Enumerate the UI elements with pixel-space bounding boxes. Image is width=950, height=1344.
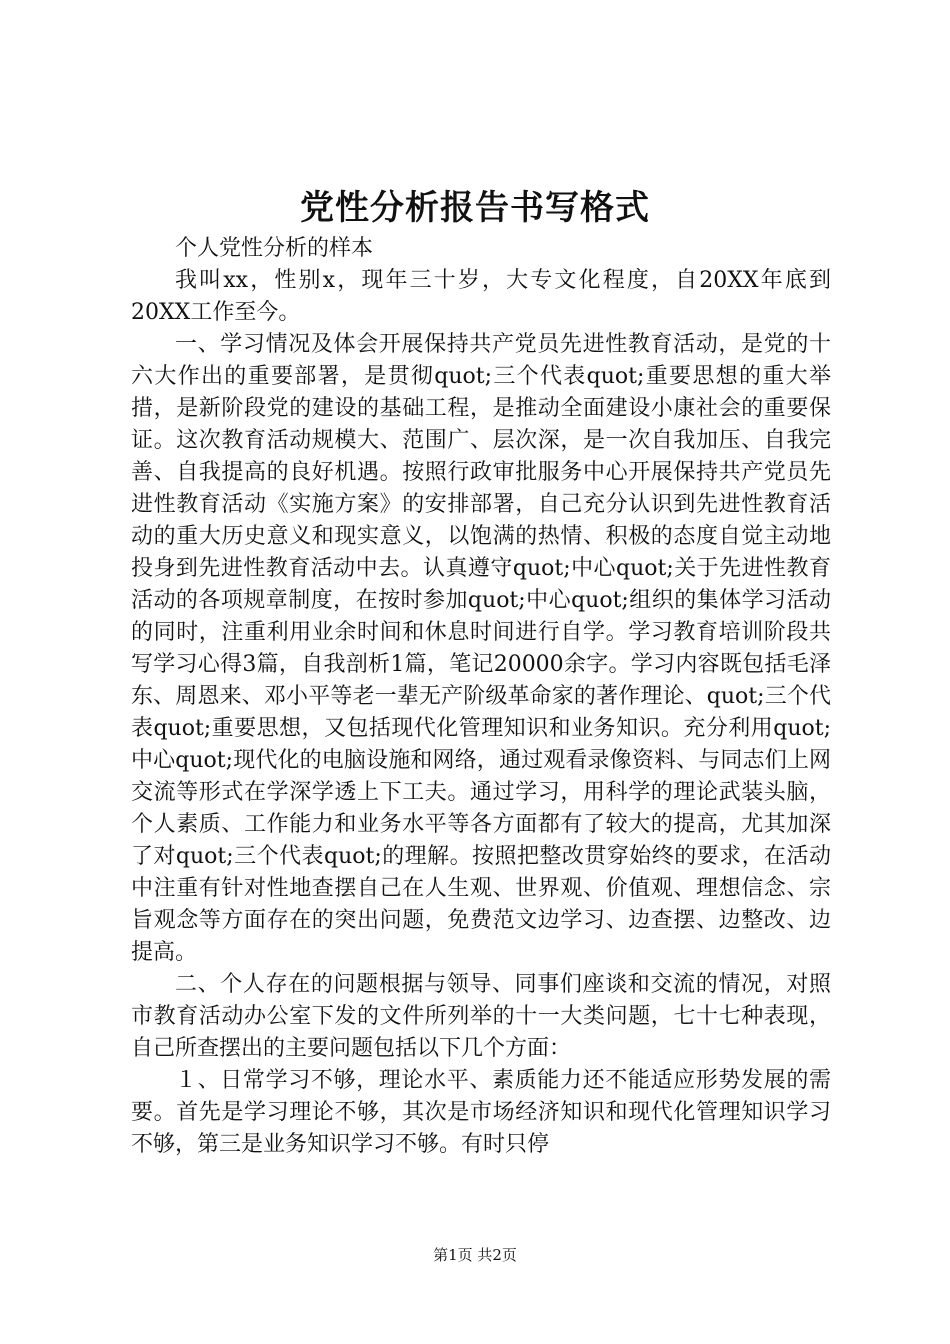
page-footer: 第1页 共2页: [433, 1246, 517, 1264]
paragraph-intro: 我叫xx，性别x，现年三十岁，大专文化程度，自20XX年底到20XX工作至今。: [131, 268, 831, 325]
paragraph-section-2: 二、个人存在的问题根据与领导、同事们座谈和交流的情况，对照市教育活动办公室下发的文件所列举的十一大类问题，七十七种表现，自己所查摆出的主要问题包括以下几个方面：: [131, 972, 831, 1061]
paragraph-section-1: 一、学习情况及体会开展保持共产党员先进性教育活动，是党的十六大作出的重要部署，是贯彻quot;三个代表quot;重要思想的重大举措，是新阶段党的建设的基础工程，是推动全面建设小康社会的重要保证。这次教育活动规模大、范围广、层次深，是一次自我加压、自我完善、自我提高的良好机遇。按照行政审批服务中心开展保持共产党员先进性教育活动《实施方案》的安排部署，自己充分认识到先进性教育活动的重大历史意义和现实意义，以饱满的热情、积极的态度自觉主动地投身到先进性教育活动中去。认真遵守quot;中心quot;关于先进性教育活动的各项规章制度，在按时参加quot;中心quot;组织的集体学习活动的同时，注重利用业余时间和休息时间进行自学。学习教育培训阶段共写学习心得3篇，自我剖析1篇，笔记20000余字。学习内容既包括毛泽东、周恩来、邓小平等老一辈无产阶级革命家的著作理论、quot;三个代表quot;重要思想，又包括现代化管理知识和业务知识。充分利用quot;中心quot;现代化的电脑设施和网络，通过观看录像资料、与同志们上网交流等形式在学深学透上下工夫。通过学习，用科学的理论武装头脑，个人素质、工作能力和业务水平等各方面都有了较大的提高，尤其加深了对quot;三个代表quot;的理解。按照把整改贯穿始终的要求，在活动中注重有针对性地查摆自己在人生观、世界观、价值观、理想信念、宗旨观念等方面存在的突出问题，免费范文边学习、边查摆、边整改、边提高。: [131, 332, 831, 965]
document-body: [131, 233, 831, 1161]
paragraph-subtitle: 个人党性分析的样本: [175, 236, 374, 261]
paragraph-item-1: １、日常学习不够，理论水平、素质能力还不能适应形势发展的需要。首先是学习理论不够，其次是市场经济知识和现代化管理知识学习不够，第三是业务知识学习不够。有时只停: [131, 1068, 831, 1157]
document-title: 党性分析报告书写格式: [300, 188, 650, 228]
